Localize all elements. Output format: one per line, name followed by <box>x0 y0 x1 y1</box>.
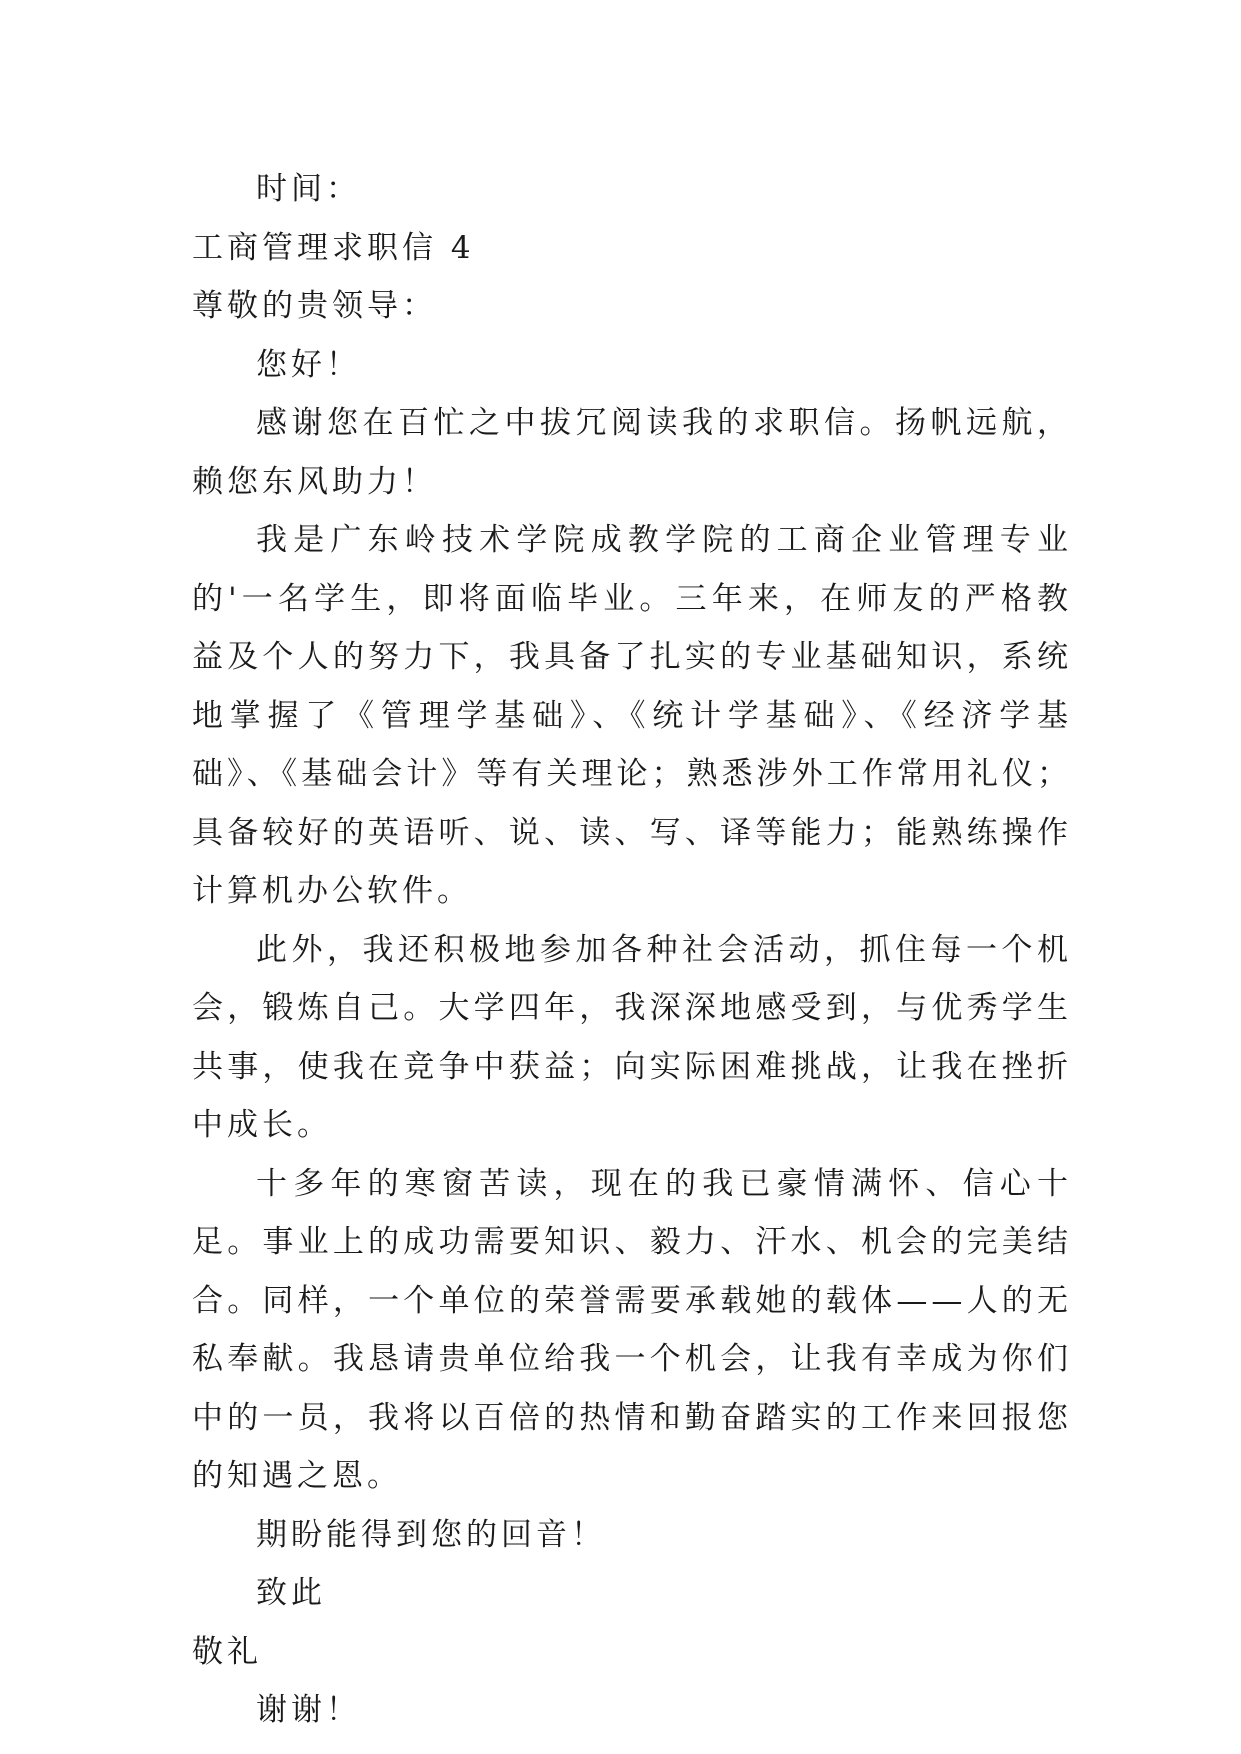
greeting: 您好！ <box>256 346 361 383</box>
thanks-line: 谢谢！ <box>256 1692 361 1728</box>
paragraph-thanks-for-reading: 感谢您在百忙之中拔冗阅读我的求职信。扬帆远航，赖您东风助力！ <box>192 405 1072 500</box>
letter-title: 工商管理求职信 4 <box>192 229 475 266</box>
letter-body <box>192 160 1072 1740</box>
paragraph-activities: 此外，我还积极地参加各种社会活动，抓住每一个机会，锻炼自己。大学四年，我深深地感受到，与优秀学生共事，使我在竞争中获益；向实际困难挑战，让我在挫折中成长。 <box>192 931 1072 1143</box>
paragraph-request: 十多年的寒窗苦读，现在的我已豪情满怀、信心十足。事业上的成功需要知识、毅力、汗水、机会的完美结合。同样，一个单位的荣誉需要承载她的载体——人的无私奉献。我恳请贵单位给我一个机会，让我有幸成为你们中的一员，我将以百倍的热情和勤奋踏实的工作来回报您的知遇之恩。 <box>192 1165 1072 1494</box>
closing-jingli: 敬礼 <box>192 1633 262 1670</box>
closing-zhici: 致此 <box>256 1575 326 1611</box>
time-label: 时间： <box>256 171 361 207</box>
paragraph-education: 我是广东岭技术学院成教学院的工商企业管理专业的'一名学生，即将面临毕业。三年来，在师友的严格教益及个人的努力下，我具备了扎实的专业基础知识，系统地掌握了《管理学基础》、《统计学基础》、《经济学基础》、《基础会计》等有关理论；熟悉涉外工作常用礼仪；具备较好的英语听、说、读、写、译等能力；能熟练操作计算机办公软件。 <box>192 522 1072 909</box>
paragraph-hope-reply: 期盼能得到您的回音！ <box>256 1516 606 1553</box>
salutation: 尊敬的贵领导： <box>192 288 437 324</box>
